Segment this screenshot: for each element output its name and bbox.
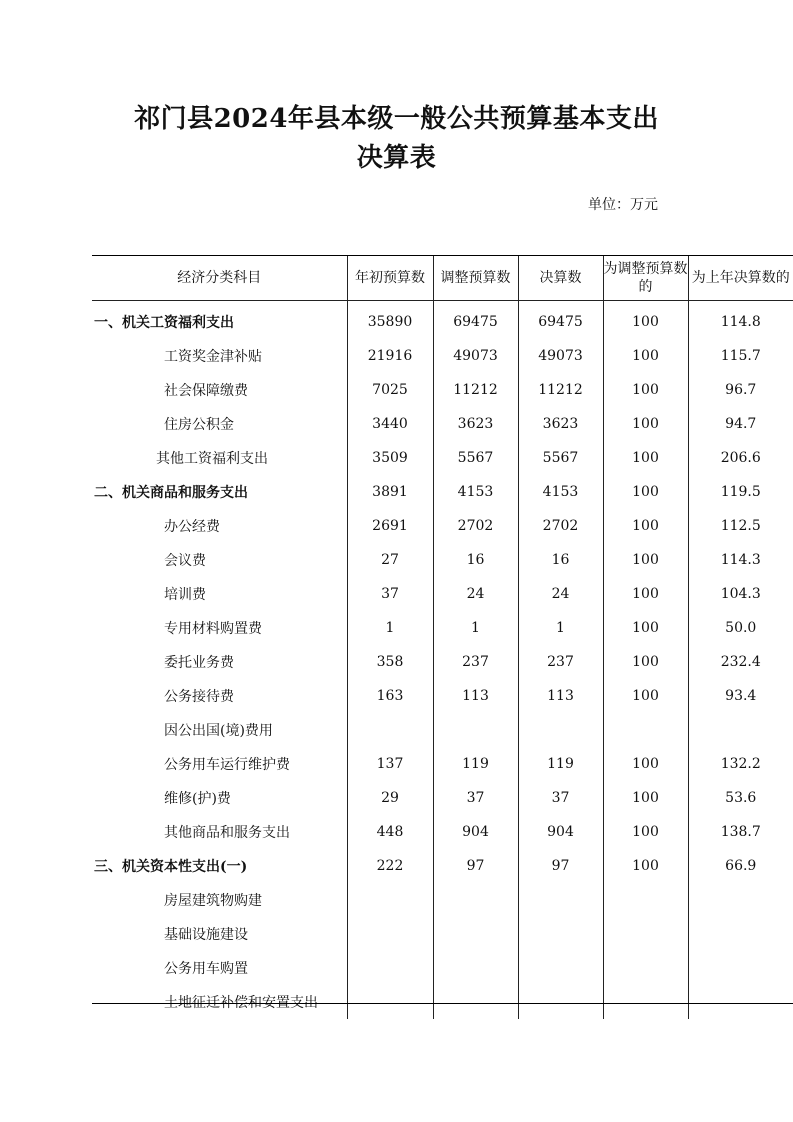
cell-pct-adjusted — [603, 713, 688, 747]
cell-pct-adjusted: 100 — [603, 301, 688, 340]
row-label: 公务用车运行维护费 — [92, 747, 347, 781]
cell-pct-prev: 114.3 — [720, 552, 761, 568]
cell-adjusted: 69475 — [433, 301, 518, 340]
cell-adjusted: 97 — [433, 849, 518, 883]
cell-final — [518, 917, 603, 951]
cell-adjusted: 5567 — [433, 441, 518, 475]
cell-pct-adjusted: 100 — [603, 339, 688, 373]
cell-initial: 27 — [347, 543, 433, 577]
row-label: 土地征迁补偿和安置支出 — [92, 985, 347, 1019]
unit-label: 单位：万元 — [588, 197, 658, 213]
table-row — [92, 301, 793, 340]
cell-pct-prev: 53.6 — [725, 790, 757, 806]
budget-table — [92, 256, 793, 1019]
cell-initial: 7025 — [347, 373, 433, 407]
cell-pct-prev — [688, 985, 793, 1019]
page-title — [0, 100, 793, 178]
cell-adjusted: 49073 — [433, 339, 518, 373]
cell-initial — [347, 713, 433, 747]
cell-pct-adjusted — [603, 985, 688, 1019]
cell-initial — [347, 951, 433, 985]
cell-pct-adjusted: 100 — [603, 611, 688, 645]
cell-initial — [347, 917, 433, 951]
row-label: 委托业务费 — [92, 645, 347, 679]
row-label: 因公出国(境)费用 — [92, 713, 347, 747]
page-title-line1: 祁门县2024年县本级一般公共预算基本支出 — [134, 104, 659, 134]
cell-pct-adjusted — [603, 917, 688, 951]
row-label: 社会保障缴费 — [92, 373, 347, 407]
table-row — [92, 611, 793, 645]
table-bottom-rule — [92, 1003, 793, 1004]
cell-adjusted: 3623 — [433, 407, 518, 441]
cell-initial: 21916 — [347, 339, 433, 373]
table-row — [92, 917, 793, 951]
cell-initial: 163 — [347, 679, 433, 713]
column-header: 年初预算数 — [347, 256, 433, 301]
cell-initial: 35890 — [347, 301, 433, 340]
cell-adjusted — [433, 985, 518, 1019]
cell-pct-adjusted: 100 — [603, 543, 688, 577]
cell-adjusted: 237 — [433, 645, 518, 679]
cell-pct-prev — [688, 917, 793, 951]
cell-final: 11212 — [518, 373, 603, 407]
table-row — [92, 475, 793, 509]
row-label: 公务用车购置 — [92, 951, 347, 985]
cell-final — [518, 883, 603, 917]
row-label: 维修(护)费 — [92, 781, 347, 815]
table-row — [92, 713, 793, 747]
table-body — [92, 301, 793, 1020]
cell-pct-prev: 138.7 — [720, 824, 761, 840]
table-row — [92, 441, 793, 475]
cell-pct-prev: 206.6 — [720, 450, 761, 466]
cell-pct-adjusted: 100 — [603, 373, 688, 407]
cell-adjusted — [433, 883, 518, 917]
cell-pct-prev: 96.7 — [725, 382, 757, 398]
cell-final: 904 — [518, 815, 603, 849]
cell-final: 237 — [518, 645, 603, 679]
cell-adjusted: 2702 — [433, 509, 518, 543]
cell-pct-adjusted: 100 — [603, 781, 688, 815]
cell-pct-prev: 93.4 — [725, 688, 757, 704]
table-row — [92, 645, 793, 679]
column-header: 调整预算数 — [433, 256, 518, 301]
cell-pct-adjusted: 100 — [603, 577, 688, 611]
cell-adjusted: 37 — [433, 781, 518, 815]
cell-final: 69475 — [518, 301, 603, 340]
cell-adjusted — [433, 951, 518, 985]
table-row — [92, 985, 793, 1019]
cell-adjusted: 11212 — [433, 373, 518, 407]
cell-initial: 222 — [347, 849, 433, 883]
cell-adjusted — [433, 713, 518, 747]
table-row — [92, 543, 793, 577]
cell-pct-prev: 66.9 — [725, 858, 757, 874]
table-row — [92, 407, 793, 441]
row-label: 一、机关工资福利支出 — [92, 301, 347, 340]
cell-adjusted: 113 — [433, 679, 518, 713]
cell-final: 97 — [518, 849, 603, 883]
cell-initial — [347, 985, 433, 1019]
cell-pct-prev: 115.7 — [720, 348, 761, 364]
cell-initial: 29 — [347, 781, 433, 815]
table-row — [92, 883, 793, 917]
column-header: 决算数 — [518, 256, 603, 301]
cell-pct-adjusted — [603, 951, 688, 985]
cell-pct-adjusted: 100 — [603, 441, 688, 475]
page-title-line2: 决算表 — [356, 143, 437, 173]
cell-pct-adjusted: 100 — [603, 679, 688, 713]
cell-pct-prev: 114.8 — [720, 314, 761, 330]
cell-adjusted: 1 — [433, 611, 518, 645]
cell-final: 113 — [518, 679, 603, 713]
cell-final — [518, 713, 603, 747]
table-row — [92, 747, 793, 781]
cell-pct-adjusted: 100 — [603, 849, 688, 883]
cell-pct-prev: 112.5 — [720, 518, 761, 534]
cell-final: 49073 — [518, 339, 603, 373]
table-header-row — [92, 256, 793, 301]
cell-pct-prev — [688, 883, 793, 917]
cell-initial: 3891 — [347, 475, 433, 509]
cell-final: 37 — [518, 781, 603, 815]
cell-initial: 137 — [347, 747, 433, 781]
cell-pct-prev — [688, 951, 793, 985]
cell-pct-prev: 104.3 — [720, 586, 761, 602]
table-row — [92, 339, 793, 373]
cell-final: 24 — [518, 577, 603, 611]
cell-final: 1 — [518, 611, 603, 645]
cell-adjusted: 16 — [433, 543, 518, 577]
cell-adjusted: 904 — [433, 815, 518, 849]
cell-pct-adjusted: 100 — [603, 475, 688, 509]
cell-pct-prev: 132.2 — [720, 756, 761, 772]
cell-adjusted — [433, 917, 518, 951]
cell-final — [518, 985, 603, 1019]
row-label: 房屋建筑物购建 — [92, 883, 347, 917]
row-label: 住房公积金 — [92, 407, 347, 441]
cell-pct-prev: 119.5 — [720, 484, 761, 500]
cell-final — [518, 951, 603, 985]
cell-final: 3623 — [518, 407, 603, 441]
row-label: 公务接待费 — [92, 679, 347, 713]
row-label: 办公经费 — [92, 509, 347, 543]
cell-final: 119 — [518, 747, 603, 781]
table-row — [92, 815, 793, 849]
table-row — [92, 849, 793, 883]
cell-initial: 3440 — [347, 407, 433, 441]
row-label: 三、机关资本性支出(一) — [92, 849, 347, 883]
cell-final: 5567 — [518, 441, 603, 475]
table-row — [92, 509, 793, 543]
cell-final: 16 — [518, 543, 603, 577]
cell-initial — [347, 883, 433, 917]
row-label: 其他商品和服务支出 — [92, 815, 347, 849]
table-row — [92, 577, 793, 611]
column-header: 为上年决算数的 — [688, 256, 793, 301]
cell-pct-prev: 232.4 — [720, 654, 761, 670]
column-header: 经济分类科目 — [92, 256, 347, 301]
row-label: 其他工资福利支出 — [92, 441, 347, 475]
cell-final: 4153 — [518, 475, 603, 509]
cell-pct-prev — [688, 713, 793, 747]
cell-initial: 1 — [347, 611, 433, 645]
table-row — [92, 373, 793, 407]
cell-pct-adjusted: 100 — [603, 815, 688, 849]
cell-initial: 37 — [347, 577, 433, 611]
row-label: 会议费 — [92, 543, 347, 577]
cell-initial: 448 — [347, 815, 433, 849]
cell-pct-prev: 50.0 — [725, 620, 757, 636]
cell-adjusted: 24 — [433, 577, 518, 611]
cell-initial: 3509 — [347, 441, 433, 475]
row-label: 专用材料购置费 — [92, 611, 347, 645]
cell-adjusted: 4153 — [433, 475, 518, 509]
cell-initial: 358 — [347, 645, 433, 679]
cell-pct-adjusted: 100 — [603, 509, 688, 543]
cell-final: 2702 — [518, 509, 603, 543]
row-label: 二、机关商品和服务支出 — [92, 475, 347, 509]
cell-initial: 2691 — [347, 509, 433, 543]
cell-adjusted: 119 — [433, 747, 518, 781]
cell-pct-prev: 94.7 — [725, 416, 757, 432]
table-row — [92, 679, 793, 713]
cell-pct-adjusted: 100 — [603, 645, 688, 679]
cell-pct-adjusted: 100 — [603, 747, 688, 781]
table-row — [92, 781, 793, 815]
row-label: 基础设施建设 — [92, 917, 347, 951]
column-header: 为调整预算数的 — [603, 256, 688, 301]
cell-pct-adjusted: 100 — [603, 407, 688, 441]
cell-pct-adjusted — [603, 883, 688, 917]
table-row — [92, 951, 793, 985]
row-label: 工资奖金津补贴 — [92, 339, 347, 373]
row-label: 培训费 — [92, 577, 347, 611]
